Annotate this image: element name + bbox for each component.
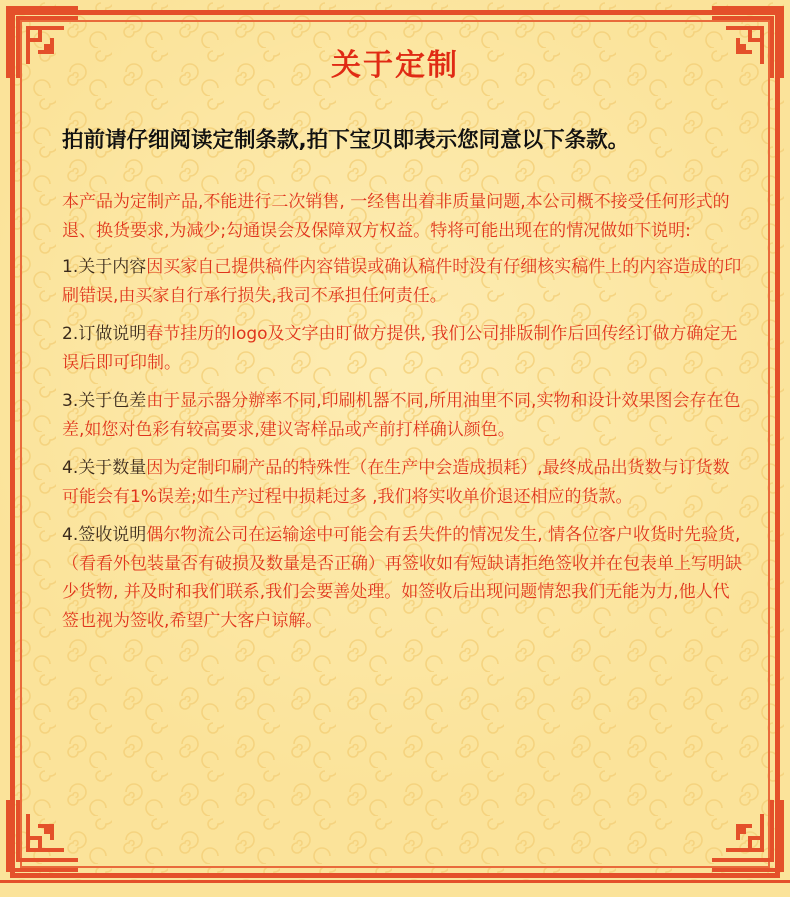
term-label: 3.关于色差	[62, 391, 147, 411]
term-item-signing	[62, 521, 742, 635]
term-text: 因为定制印刷产品的特殊性（在生产中会造成损耗）,最终成品出货数与订货数可能会有1%误差;如生产过程中损耗过多 ,我们将实收单价退还相应的货款。	[62, 458, 730, 507]
term-label: 4.关于数量	[62, 458, 147, 478]
term-label: 4.签收说明	[62, 525, 147, 545]
term-label: 2.订做说明	[62, 324, 147, 344]
term-label: 1.关于内容	[62, 257, 147, 277]
term-item-quantity	[62, 454, 742, 511]
terms-content	[62, 188, 742, 645]
corner-ornament-icon	[4, 796, 82, 874]
term-text: 偶尔物流公司在运输途中可能会有丢失件的情况发生, 情各位客户收货时先验货, （看看外包装量否有破损及数量是否正确）再签收如有短缺请拒绝签收并在包表单上写明缺少货物, 并及时和我们联系,我们会要善处理。如签收后出现问题情恕我们无能为力,他人代签也视为签收,希望广大客户谅解。	[62, 525, 742, 631]
term-item-custom-order	[62, 320, 742, 377]
term-item-color-difference	[62, 387, 742, 444]
term-text: 因买家自己提供稿件内容错误或确认稿件时没有仔细核实稿件上的内容造成的印刷错误,由买家自行承行损失,我司不承担任何责任。	[62, 257, 742, 306]
notice-subtitle: 拍前请仔细阅读定制条款,拍下宝贝即表示您同意以下条款。	[62, 128, 630, 153]
bottom-border-band	[0, 880, 790, 897]
page-title: 关于定制	[331, 48, 459, 83]
corner-ornament-icon	[708, 796, 786, 874]
term-text: 由于显示器分辦率不同,印刷机器不同,所用油里不同,实物和设计效果图会存在色差,如您对色彩有较高要求,建议寄样品或产前打样确认颜色。	[62, 391, 741, 440]
term-text: 春节挂历的logo及文字由盯做方提供, 我们公司排版制作后回传经订做方确定无误后即可印制。	[62, 324, 738, 373]
intro-paragraph: 本产品为定制产品,不能进行二次销售, 一经售出着非质量问题,本公司概不接受任何形式的退、换货要求,为减少;勾通误会及保障双方权益。特将可能出现在的情况做如下说明:	[62, 192, 730, 241]
term-item-content	[62, 253, 742, 310]
